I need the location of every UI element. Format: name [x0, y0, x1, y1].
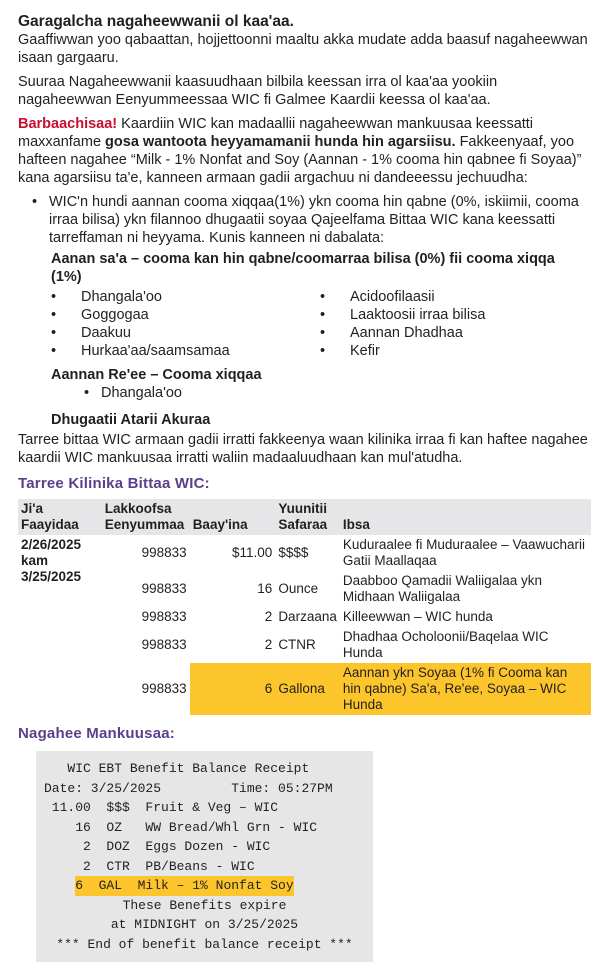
warning-bold-text: gosa wantoota heyyamamanii hunda hin agarsiisu. — [105, 134, 456, 150]
cell-upc: 998833 — [141, 581, 187, 596]
intro-paragraph-1: Gaaffiwwan yoo qabaattan, hojjettoonni maaltu akka mudate adda baasuf nagaheewwan isaan gargaaru. — [18, 32, 588, 66]
receipt-date-time: Date: 3/25/2025 Time: 05:27PM — [44, 780, 333, 796]
receipt-item-highlighted — [44, 876, 365, 896]
receipt-item: 16 OZ WW Bread/Whl Grn - WIC — [44, 819, 318, 835]
cell-qty: 2 — [264, 637, 273, 652]
store-receipt-title: Nagahee Mankuusaa: — [18, 725, 175, 742]
table-row-highlighted — [18, 663, 591, 715]
cell-qty: 6 — [190, 663, 276, 715]
store-receipt — [36, 751, 373, 962]
warning-text-2: Fakkeenyaaf, yoo hafteen nagahee “Milk - 1% Nonfat and Soy (Aannan - 1% cooma hin qabnee fi Soyaa)” kana agarsiisu ta'e, kanneen armaan gadii argachuu ni dandeeessu jechuudha: — [18, 134, 582, 186]
list-item: • Goggogaa — [51, 306, 320, 324]
intro-paragraph-2: Suuraa Nagaheewwanii kaasuudhaan bilbila keessan irra ol kaa'aa yookiin nagaheewwan Eenyummeessaa WIC fi Galmee Kaardii keessa ol kaa'aa. — [18, 74, 498, 108]
goat-milk-list — [84, 384, 589, 402]
receipt-title: WIC EBT Benefit Balance Receipt — [67, 761, 310, 776]
table-row — [18, 627, 591, 663]
table-row — [18, 571, 591, 607]
header-upc: Lakkoofsa Eenyummaa — [104, 501, 185, 532]
warning-text-1: Kaardiin WIC kan madaallii nagaheewwan mankuusaa keessatti maxxanfame — [18, 116, 534, 150]
cell-unit: CTNR — [278, 637, 316, 652]
receipt-item: 2 CTR PB/Beans - WIC — [44, 858, 255, 874]
cell-desc: Killeewwan – WIC hunda — [342, 609, 493, 624]
main-bullet-list — [18, 193, 589, 247]
list-item: • Kefir — [320, 342, 589, 360]
table-header-row — [18, 499, 591, 535]
cell-unit: $$$$ — [278, 545, 309, 560]
header-qty: Baay'ina — [192, 517, 248, 532]
list-item: • Daakuu — [51, 324, 320, 342]
receipt-item: 2 DOZ Eggs Dozen - WIC — [44, 839, 271, 854]
milk-types-columns — [51, 288, 589, 360]
cell-unit: Darzaana — [278, 609, 337, 624]
header-unit: Yuunitii Safaraa — [278, 501, 328, 532]
warning-paragraph — [18, 115, 589, 187]
cell-qty: $11.00 — [232, 545, 273, 560]
receipt-expire-line-1: These Benefits expire — [122, 897, 287, 913]
cow-milk-heading: Aanan sa'a – cooma kan hin qabne/coomarraa bilisa (0%) fii cooma xiqqa (1%) — [51, 251, 555, 285]
main-bullet: • WIC'n hundi aannan cooma xiqqaa(1%) ykn cooma hin qabne (0%, iskiimii, cooma irraa bilisa) ykn filannoo dhugaatii soyaa Qajeelfama Bittaa WIC kana keessatti tarreffaman ni heyyama. Kunis kanneen ni dabalata: — [32, 193, 589, 247]
milk-types-right — [320, 288, 589, 360]
table-row — [18, 535, 591, 571]
list-item: • Hurkaa'aa/saamsamaa — [51, 342, 320, 360]
cell-desc: Dhadhaa Ocholoonii/Baqelaa WIC Hunda — [342, 629, 549, 660]
goat-milk-heading: Aannan Re'ee – Cooma xiqqaa — [51, 367, 262, 383]
cell-desc: Daabboo Qamadii Waliigalaa ykn Midhaan Waliigalaa — [342, 573, 542, 604]
list-item: • Acidoofilaasii — [320, 288, 589, 306]
table-row — [18, 607, 591, 627]
list-item: • Dhangala'oo — [84, 384, 589, 402]
cell-desc: Kuduraalee fi Muduraalee – Vaawucharii Gatii Maallaqaa — [342, 537, 586, 568]
cell-upc: 998833 — [141, 681, 187, 696]
cell-unit: Gallona — [275, 663, 340, 715]
receipt-item: 11.00 $$$ Fruit & Veg – WIC — [44, 800, 279, 815]
cell-desc: Aannan ykn Soyaa (1% fi Cooma kan hin qabne) Sa'a, Re'ee, Soyaa – WIC Hunda — [340, 663, 591, 715]
clinic-list-title: Tarree Kilinika Bittaa WIC: — [18, 475, 210, 492]
cell-upc: 998833 — [141, 609, 187, 624]
cell-upc: 998833 — [141, 637, 187, 652]
header-date: Ji'a Faayidaa — [21, 501, 79, 532]
benefit-dates: 2/26/2025 kam 3/25/2025 — [21, 537, 82, 584]
receipt-end-line: *** End of benefit balance receipt *** — [56, 936, 353, 952]
receipt-highlight: 6 GAL Milk – 1% Nonfat Soy — [75, 876, 293, 896]
list-item: • Aannan Dhadhaa — [320, 324, 589, 342]
warning-label: Barbaachisaa! — [18, 116, 118, 132]
soy-heading: Dhugaatii Atarii Akuraa — [51, 412, 211, 428]
list-item: • Dhangala'oo — [51, 288, 320, 306]
closing-paragraph: Tarree bittaa WIC armaan gadii irratti fakkeenya waan kilinika irraa fi kan haftee nagahee kaardii WIC mankuusaa irratti waliin madaaluudhaan kan mul'atudha. — [18, 432, 588, 466]
page-heading: Garagalcha nagaheewwanii ol kaa'aa. — [18, 13, 294, 30]
cell-upc: 998833 — [141, 545, 187, 560]
receipt-expire-line-2: at MIDNIGHT on 3/25/2025 — [110, 917, 299, 932]
cell-unit: Ounce — [278, 581, 319, 596]
cell-qty: 16 — [257, 581, 273, 596]
milk-types-left — [51, 288, 320, 360]
header-desc: Ibsa — [342, 517, 370, 532]
list-item: • Laaktoosii irraa bilisa — [320, 306, 589, 324]
clinic-shopping-table — [18, 499, 591, 715]
cell-qty: 2 — [264, 609, 273, 624]
